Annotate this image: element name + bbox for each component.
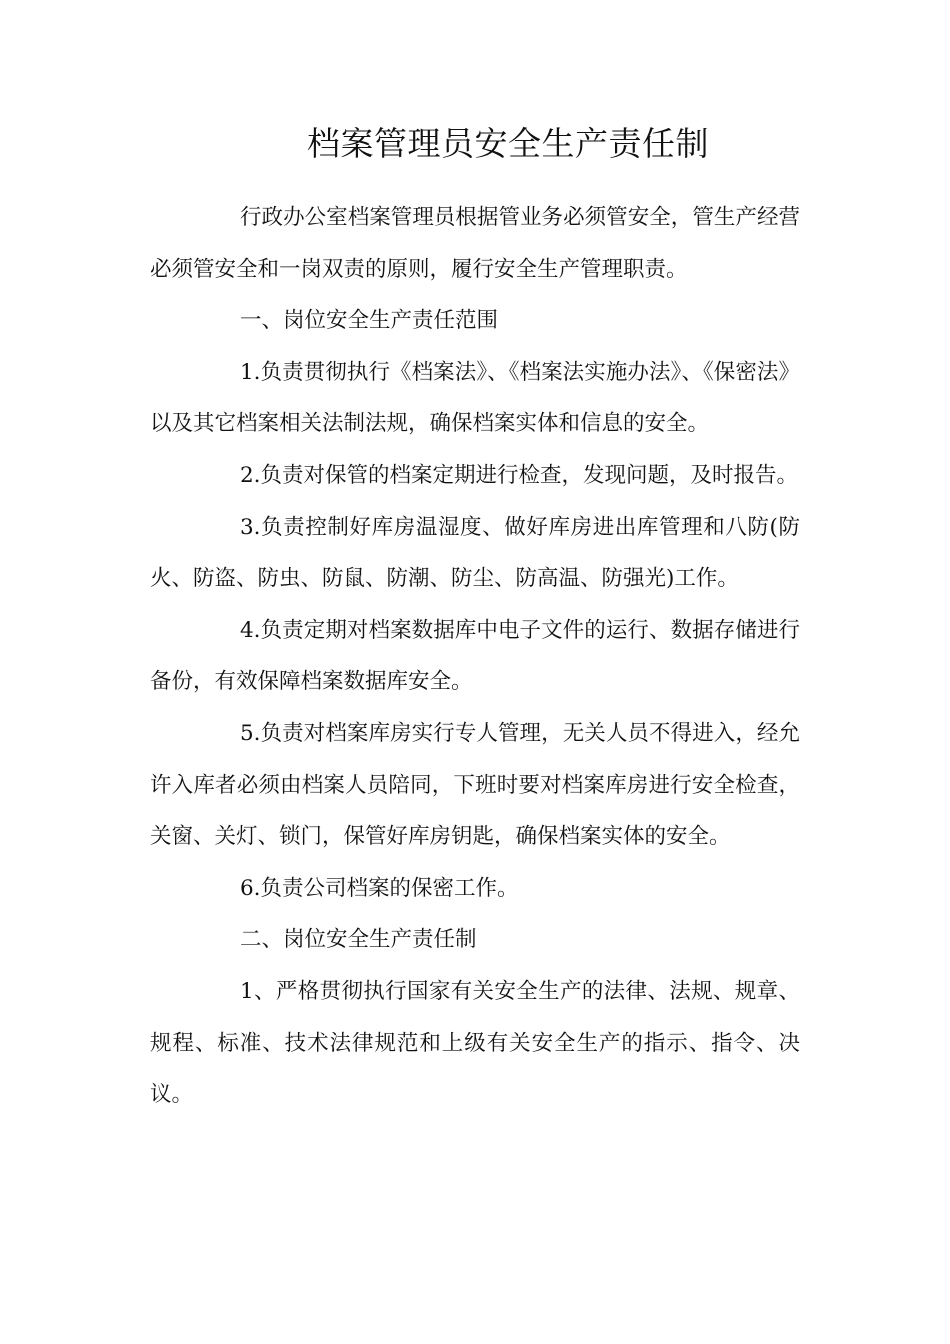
scope-item-6: 6.负责公司档案的保密工作。: [240, 875, 519, 901]
scope-item-3: 3.负责控制好库房温湿度、做好库房进出库管理和八防(防火、防盗、防虫、防鼠、防潮、防尘、防高温、防强光)工作。: [150, 514, 800, 592]
scope-item-4: 4.负责定期对档案数据库中电子文件的运行、数据存储进行备份，有效保障档案数据库安全。: [150, 617, 800, 695]
responsibility-item-1: 1、严格贯彻执行国家有关安全生产的法律、法规、规章、规程、标准、技术法律规范和上级有关安全生产的指示、指令、决议。: [150, 978, 800, 1108]
scope-item-5: 5.负责对档案库房实行专人管理，无关人员不得进入，经允许入库者必须由档案人员陪同，下班时要对档案库房进行安全检查，关窗、关灯、锁门，保管好库房钥匙，确保档案实体的安全。: [150, 720, 800, 850]
scope-item-2: 2.负责对保管的档案定期进行检查，发现问题，及时报告。: [240, 462, 799, 488]
section-heading-responsibility: 二、岗位安全生产责任制: [240, 927, 477, 953]
document-body: [150, 192, 800, 1121]
scope-item-1: 1.负责贯彻执行《档案法》、《档案法实施办法》、《保密法》以及其它档案相关法制法规，确保档案实体和信息的安全。: [150, 359, 800, 437]
document-title: 档案管理员安全生产责任制: [307, 124, 709, 163]
intro-paragraph: 行政办公室档案管理员根据管业务必须管安全，管生产经营必须管安全和一岗双责的原则，履行安全生产管理职责。: [150, 205, 800, 282]
section-heading-scope: 一、岗位安全生产责任范围: [240, 308, 499, 334]
